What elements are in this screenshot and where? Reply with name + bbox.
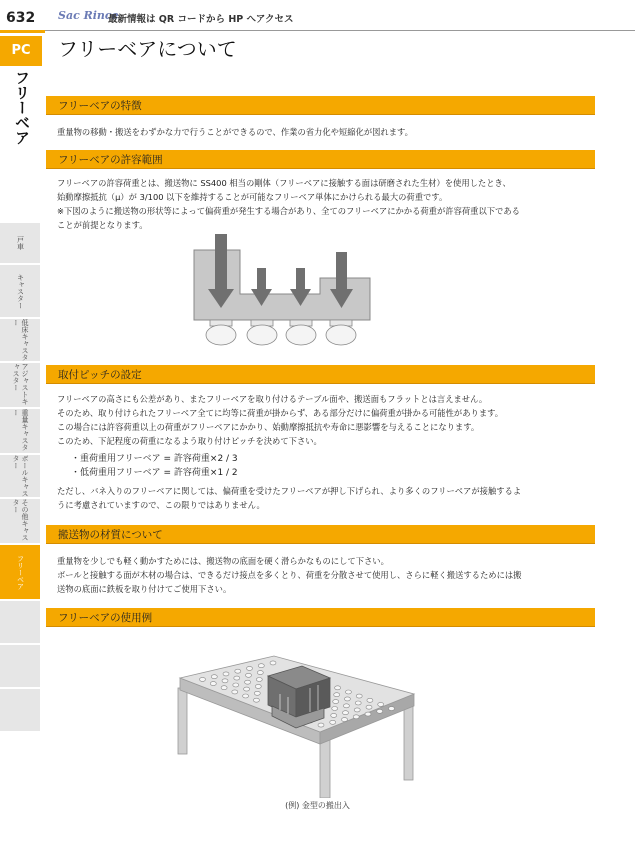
header-qr-note: 最新情報は QR コードから HP へアクセス — [108, 14, 294, 25]
category-tab: PC — [0, 36, 42, 66]
usage-example-illustration — [170, 648, 460, 798]
ball-unit — [389, 707, 395, 711]
sidebar-item[interactable] — [0, 645, 40, 689]
free-bearing-unit — [286, 320, 316, 345]
section-heading-text: 取付ピッチの設定 — [58, 369, 142, 381]
ball-unit — [200, 677, 206, 681]
ball-unit — [366, 705, 372, 709]
list-item: ・低荷重用フリーベア = 許容荷重×1 / 2 — [71, 468, 238, 478]
section-heading-pitch — [46, 365, 595, 384]
paragraph-line: ただし、バネ入りのフリーベアに関しては、偏荷重を受けたフリーベアが押し下げられ、より多くのフリーベアが接触するよ — [57, 486, 522, 496]
sidebar-item-label: 重量キャスター — [12, 409, 29, 451]
sidebar-item-label: アジャストキャスター — [12, 363, 29, 405]
ball-unit — [377, 709, 383, 713]
ball-unit — [367, 698, 373, 702]
section-heading-text: フリーベアの許容範囲 — [58, 154, 163, 166]
brand-logo: Sac Rince — [58, 9, 119, 22]
section-heading-features — [46, 96, 595, 115]
sidebar-item[interactable] — [0, 265, 40, 319]
section-heading-text: フリーベアの使用例 — [58, 612, 153, 624]
ball-unit — [334, 693, 340, 697]
ball-unit — [332, 707, 338, 711]
paragraph-line: ※下図のように搬送物の形状等によって偏荷重が発生する場合があり、全てのフリーベアにかかる荷重が許容荷重以下である — [57, 206, 520, 216]
ball-unit — [345, 690, 351, 694]
paragraph-line: 重量物の移動・搬送をわずかな力で行うことができるので、作業の省力化や短縮化が図れます。 — [57, 127, 413, 137]
ball-unit — [233, 683, 239, 687]
paragraph-line: 重量物を少しでも軽く動かすためには、搬送物の底面を硬く滑らかなものにして下さい。 — [57, 556, 389, 566]
paragraph-line: ことが前提となります。 — [57, 220, 148, 230]
ball-unit — [221, 686, 227, 690]
load-distribution-diagram — [190, 232, 380, 352]
ball-unit — [378, 702, 384, 706]
paragraph-line: フリーベアの許容荷重とは、搬送物に SS400 相当の剛体（フリーベアに接触する面は研磨された生材）を使用したとき、 — [57, 178, 511, 188]
ball-unit — [353, 715, 359, 719]
sidebar-item-label: フリーベア — [16, 554, 25, 590]
sidebar-item[interactable] — [0, 499, 40, 545]
list-item: ・重荷重用フリーベア = 許容荷重×2 / 3 — [71, 454, 238, 464]
paragraph-line: 始動摩擦抵抗（μ）が 3/100 以下を維持することが可能なフリーベア単体にかけられる最大の荷重です。 — [57, 192, 448, 202]
ball-unit — [355, 701, 361, 705]
section-heading-usage — [46, 608, 595, 627]
ball-unit — [331, 713, 337, 717]
ball-unit — [245, 680, 251, 684]
sidebar-item[interactable] — [0, 319, 40, 363]
paragraph-line: ボールと接触する面が木材の場合は、できるだけ接点を多くとり、荷重を分散させて使用し、さらに軽く搬送するためには搬 — [57, 570, 522, 580]
ball-unit — [235, 669, 241, 673]
ball-unit — [246, 673, 252, 677]
ball-unit — [343, 704, 349, 708]
sidebar-item[interactable] — [0, 363, 40, 409]
material-text — [57, 554, 577, 596]
ball-unit — [333, 700, 339, 704]
ball-unit — [335, 686, 341, 690]
section-heading-allowable — [46, 150, 595, 169]
paragraph-line: 送物の底面に鉄板を取り付けてご使用下さい。 — [57, 584, 232, 594]
sidebar-item-label: その他キャスター — [12, 499, 29, 541]
ball-unit — [330, 720, 336, 724]
sidebar-item[interactable] — [0, 409, 40, 455]
ball-unit — [343, 711, 349, 715]
ball-unit — [342, 718, 348, 722]
sidebar-item[interactable] — [0, 455, 40, 499]
pitch-ratio-list — [57, 452, 577, 480]
ball-unit — [354, 708, 360, 712]
pitch-text — [57, 392, 577, 512]
ball-unit — [244, 687, 250, 691]
ball-unit — [255, 684, 261, 688]
ball-unit — [210, 682, 216, 686]
sidebar-index — [0, 223, 40, 733]
sidebar-item-label: 低床キャスター — [12, 319, 29, 361]
ball-unit — [234, 676, 240, 680]
allowable-text — [57, 176, 577, 232]
section-heading-text: フリーベアの特徴 — [58, 100, 142, 112]
sidebar-item-label: キャスター — [16, 273, 25, 309]
free-bearing-units — [206, 320, 356, 345]
ball-unit — [254, 691, 260, 695]
ball-unit — [270, 661, 276, 665]
section-heading-material — [46, 525, 595, 544]
ball-unit — [232, 690, 238, 694]
sidebar-item-label: 戸車 — [16, 236, 25, 250]
sidebar-item[interactable] — [0, 601, 40, 645]
mold-block — [268, 666, 330, 728]
features-text — [57, 125, 577, 139]
ball-unit — [258, 664, 264, 668]
ball-unit — [211, 675, 217, 679]
ball-unit — [256, 678, 262, 682]
ball-unit — [365, 712, 371, 716]
paragraph-line: うに考慮されていますので、この限りではありません。 — [57, 500, 265, 510]
sidebar-item[interactable] — [0, 223, 40, 265]
ball-unit — [223, 672, 229, 676]
ball-unit — [243, 694, 249, 698]
figure-caption: (例) 金型の搬出入 — [285, 801, 350, 810]
free-bearing-unit — [206, 320, 236, 345]
ball-unit — [247, 666, 253, 670]
paragraph-line: そのため、取り付けられたフリーベア全てに均等に荷重が掛からず、ある部分だけに偏荷重が掛かる可能性があります。 — [57, 408, 504, 418]
sidebar-item[interactable] — [0, 689, 40, 733]
sidebar-item-active[interactable] — [0, 545, 40, 601]
top-rule — [0, 30, 45, 33]
ball-unit — [253, 698, 259, 702]
ball-unit — [318, 723, 324, 727]
page-number: 632 — [0, 6, 45, 30]
ball-unit — [356, 694, 362, 698]
paragraph-line: このため、下記程度の荷重になるよう取り付けピッチを決めて下さい。 — [57, 436, 322, 446]
paragraph-line: フリーベアの高さにも公差があり、またフリーベアを取り付けるテーブル面や、搬送面もフラットとは言えません。 — [57, 394, 488, 404]
paragraph-line: この場合には許容荷重以上の荷重がフリーベアにかかり、始動摩擦抵抗や寿命に悪影響を与えることになります。 — [57, 422, 480, 432]
sidebar-item-label: ボールキャスター — [12, 455, 29, 497]
page-title: フリーベアについて — [58, 37, 237, 61]
header-divider — [45, 30, 635, 31]
section-heading-text: 搬送物の材質について — [58, 529, 163, 541]
free-bearing-unit — [247, 320, 277, 345]
free-bearing-unit — [326, 320, 356, 345]
ball-unit — [257, 671, 263, 675]
ball-unit — [344, 697, 350, 701]
ball-unit — [222, 679, 228, 683]
vertical-category-title: フリーベア — [13, 70, 31, 145]
